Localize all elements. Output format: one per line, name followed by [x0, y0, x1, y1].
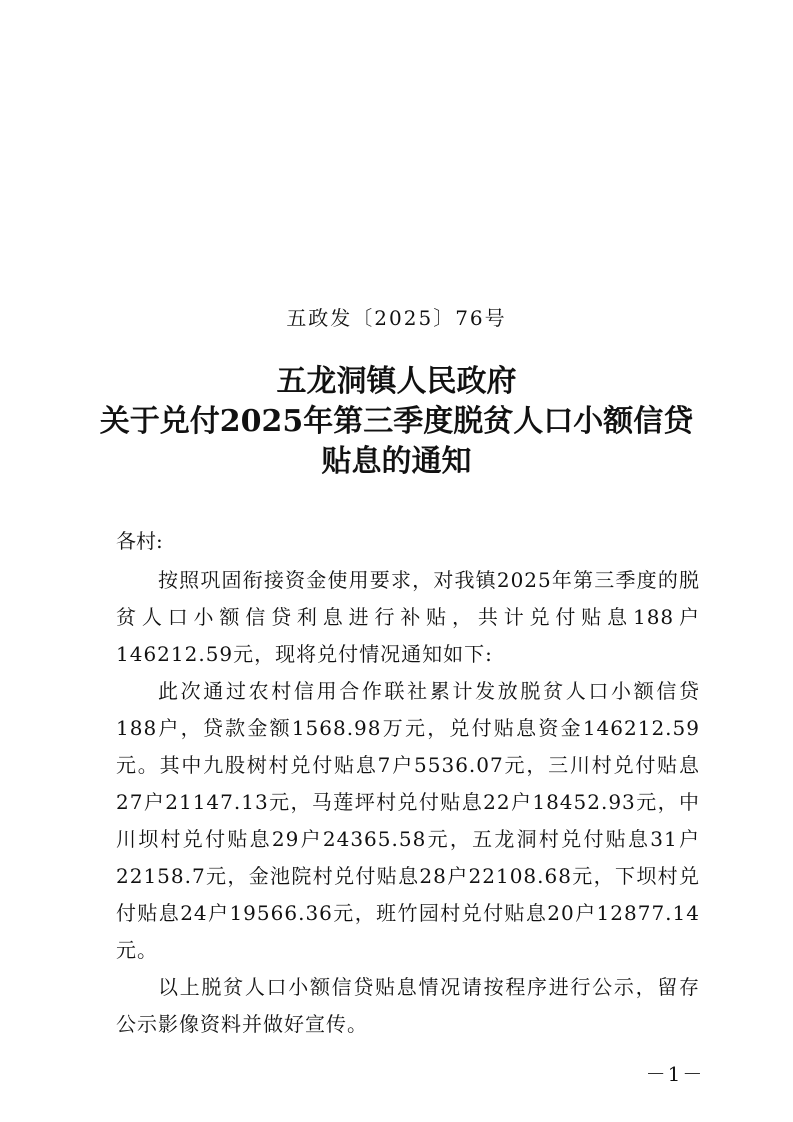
title-line-2: 关于兑付2025年第三季度脱贫人口小额信贷	[99, 404, 694, 439]
title-line-3: 贴息的通知	[321, 444, 472, 479]
addressee: 各村:	[116, 529, 163, 553]
document-title	[0, 362, 793, 482]
paragraph-intro: 按照巩固衔接资金使用要求，对我镇2025年第三季度的脱贫人口小额信贷利息进行补贴，共计兑付贴息188户146212.59元，现将兑付情况通知如下:	[116, 568, 700, 666]
paragraph-closing: 以上脱贫人口小额信贷贴息情况请按程序进行公示，留存公示影像资料并做好宣传。	[116, 975, 700, 1036]
title-line-1: 五龙洞镇人民政府	[276, 364, 517, 399]
document-body	[116, 562, 700, 1043]
document-number: 五政发〔2025〕76号	[286, 306, 507, 330]
page-number: －1－	[645, 1062, 705, 1086]
paragraph-details: 此次通过农村信用合作联社累计发放脱贫人口小额信贷188户，贷款金额1568.98万元，兑付贴息资金146212.59元。其中九股树村兑付贴息7户5536.07元，三川村兑付贴息27户21147.13元，马莲坪村兑付贴息22户18452.93元，中川坝村兑付贴息29户24365.58元，五龙洞村兑付贴息31户22158.7元，金池院村兑付贴息28户22108.68元，下坝村兑付贴息24户19566.36元，班竹园村兑付贴息20户12877.14元。	[116, 679, 700, 962]
